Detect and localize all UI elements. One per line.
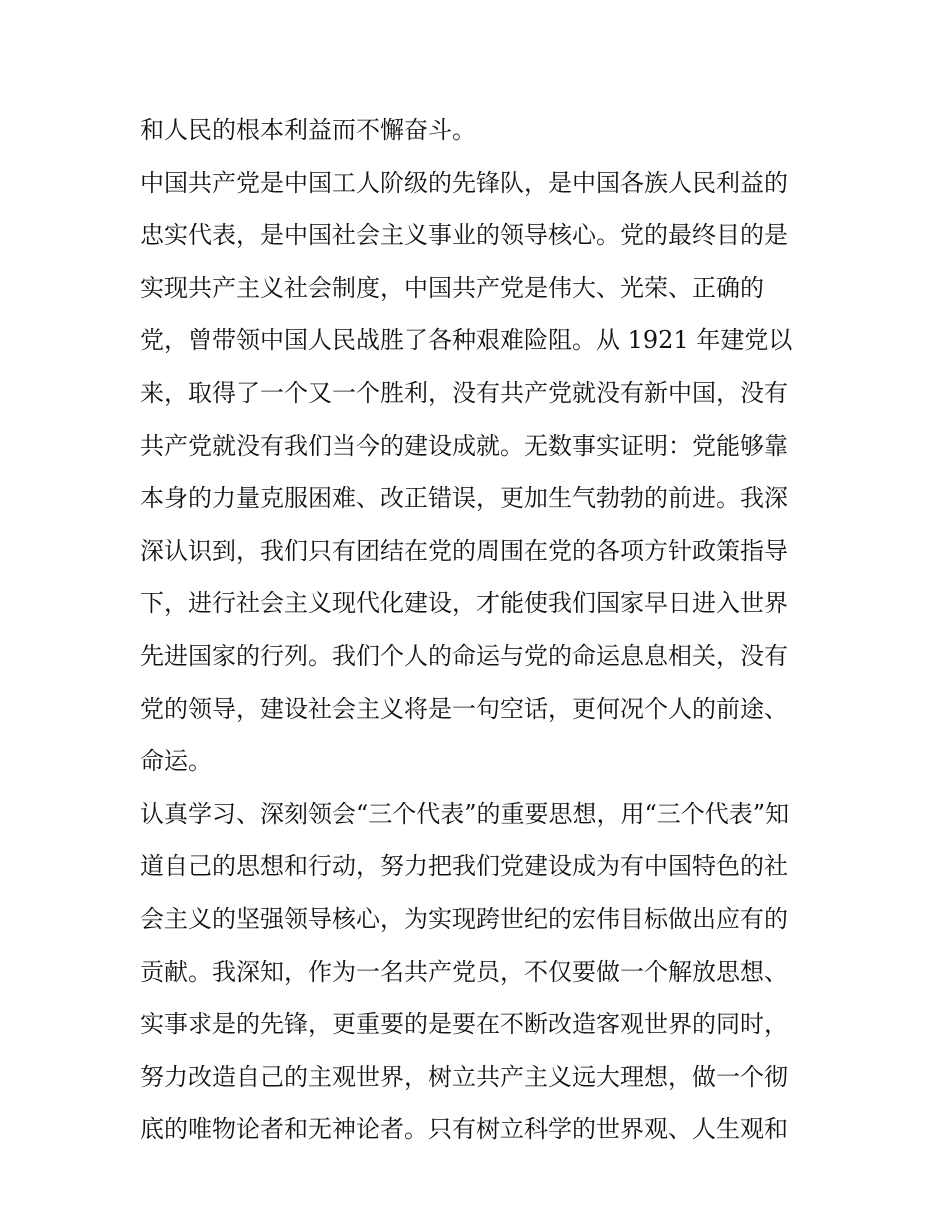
text-line: 道自己的思想和行动，努力把我们党建设成为有中国特色的社	[140, 852, 788, 881]
text-line: 会主义的坚强领导核心，为实现跨世纪的宏伟目标做出应有的	[140, 904, 788, 933]
text-line: 先进国家的行列。我们个人的命运与党的命运息息相关，没有	[140, 641, 788, 670]
text-line: 忠实代表，是中国社会主义事业的领导核心。党的最终目的是	[140, 221, 788, 250]
text-line: 中国共产党是中国工人阶级的先锋队，是中国各族人民利益的	[140, 168, 788, 197]
text-line: 本身的力量克服困难、改正错误，更加生气勃勃的前进。我深	[140, 484, 788, 513]
text-line: 认真学习、深刻领会“三个代表”的重要思想，用“三个代表”知	[140, 799, 790, 828]
text-line: 和人民的根本利益而不懈奋斗。	[140, 116, 476, 144]
text-line: 努力改造自己的主观世界，树立共产主义远大理想，做一个彻	[140, 1062, 788, 1091]
text-line: 实现共产主义社会制度，中国共产党是伟大、光荣、正确的	[140, 273, 764, 302]
text-line: 实事求是的先锋，更重要的是要在不断改造客观世界的同时，	[140, 1010, 788, 1039]
text-line: 党，曾带领中国人民战胜了各种艰难险阻。从 1921 年建党以	[140, 326, 793, 355]
text-line: 下，进行社会主义现代化建设，才能使我们国家早日进入世界	[140, 589, 788, 618]
text-line: 深认识到，我们只有团结在党的周围在党的各项方针政策指导	[140, 536, 788, 565]
text-line: 共产党就没有我们当今的建设成就。无数事实证明：党能够靠	[140, 431, 788, 460]
document-body	[140, 104, 820, 1156]
text-line: 党的领导，建设社会主义将是一句空话，更何况个人的前途、	[140, 694, 788, 723]
text-line: 命运。	[140, 747, 212, 776]
text-line: 贡献。我深知，作为一名共产党员，不仅要做一个解放思想、	[140, 957, 788, 986]
text-line: 底的唯物论者和无神论者。只有树立科学的世界观、人生观和	[140, 1115, 788, 1144]
text-line: 来，取得了一个又一个胜利，没有共产党就没有新中国，没有	[140, 378, 788, 407]
